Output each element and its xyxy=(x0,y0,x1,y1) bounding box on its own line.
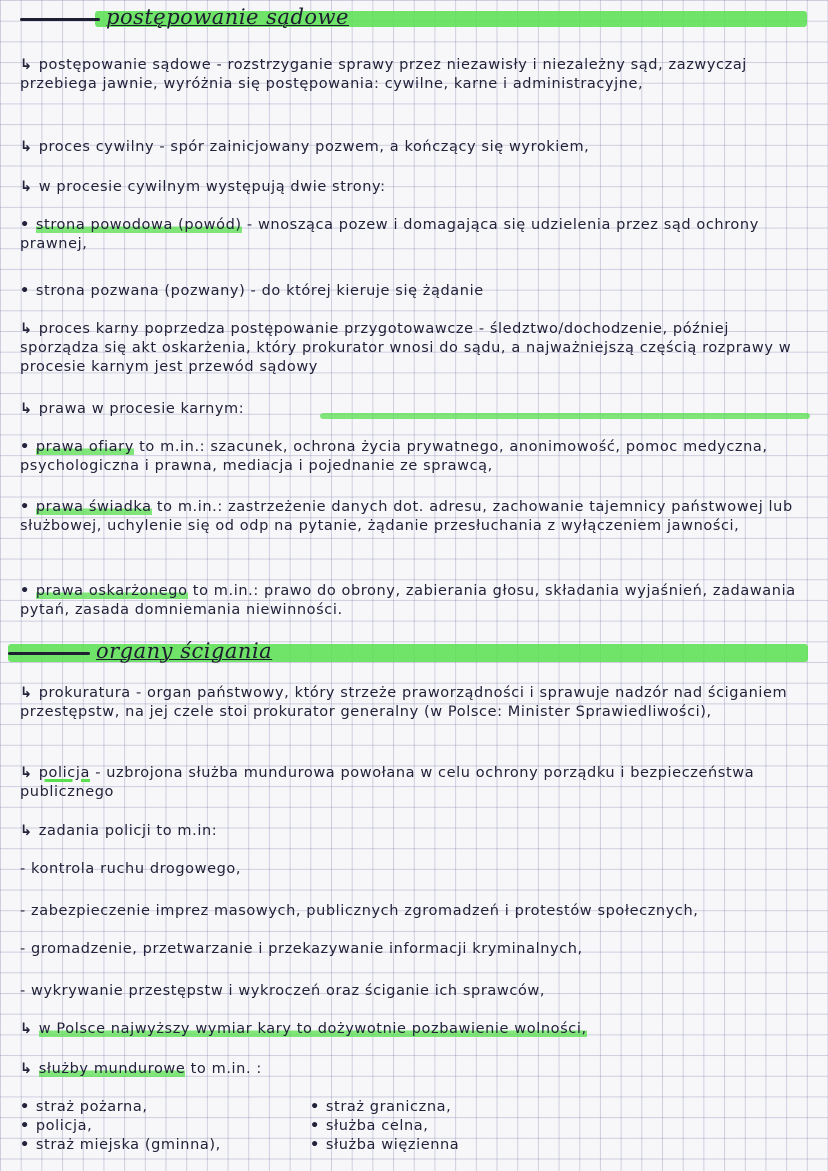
paragraph-police: ↳ policja - uzbrojona służba mundurowa powołana w celu ochrony porządku i bezpieczeństwa publicznego xyxy=(20,765,755,800)
heading-underline xyxy=(20,18,100,21)
list-item: • straż graniczna, xyxy=(310,1099,452,1115)
paragraph-two-parties: ↳ w procesie cywilnym występują dwie strony: xyxy=(20,179,386,195)
services-list-left xyxy=(20,1098,221,1155)
task-item: - wykrywanie przestępstw i wykroczeń oraz ściganie ich sprawców, xyxy=(20,983,546,999)
arrow-icon: ↳ xyxy=(20,179,33,195)
arrow-icon: ↳ xyxy=(20,57,33,73)
arrow-icon: ↳ xyxy=(20,685,33,701)
paragraph-prosecution: ↳ prokuratura - organ państwowy, który strzeże praworządności i sprawuje nadzór nad ściganiem przestępstw, na jej czele stoi prokurator generalny (w Polsce: Minister Sprawiedliwości), xyxy=(20,685,788,720)
list-item: • policja, xyxy=(20,1118,93,1134)
paragraph-definition: ↳ postępowanie sądowe - rozstrzyganie sprawy przez niezawisły i niezależny sąd, zazwyczaj przebiega jawnie, wyróżnia się postępowania: cywilne, karne i administracyjne, xyxy=(20,57,747,92)
list-item-victim-rights: • prawa ofiary to m.in.: szacunek, ochrona życia prywatnego, anonimowość, pomoc medyczna, psychologiczna i prawna, mediacja i pojednanie ze sprawcą, xyxy=(20,439,768,474)
bullet-icon: • xyxy=(310,1118,320,1134)
green-separator xyxy=(320,413,810,419)
bullet-icon: • xyxy=(20,583,30,599)
section-heading-law-enforcement xyxy=(8,636,808,666)
task-item: - gromadzenie, przetwarzanie i przekazywanie informacji kryminalnych, xyxy=(20,941,583,957)
paragraph-highest-penalty: ↳ w Polsce najwyższy wymiar kary to dożywotnie pozbawienie wolności, xyxy=(20,1021,587,1037)
section-heading-court-proceedings xyxy=(20,2,810,32)
bullet-icon: • xyxy=(20,499,30,515)
bullet-icon: • xyxy=(20,1099,30,1115)
paragraph-rights-heading: ↳ prawa w procesie karnym: xyxy=(20,401,245,417)
list-item-witness-rights: • prawa świadka to m.in.: zastrzeżenie danych dot. adresu, zachowanie tajemnicy państwowej lub służbowej, uchylenie się od odp na pytanie, żądanie przesłuchania z wyłączeniem jawności, xyxy=(20,499,793,534)
paragraph-criminal-process: ↳ proces karny poprzedza postępowanie przygotowawcze - śledztwo/dochodzenie, później sporządza się akt oskarżenia, który prokurator wnosi do sądu, a najważniejszą częścią rozprawy w procesie karnym jest przewód sądowy xyxy=(20,321,792,375)
arrow-icon: ↳ xyxy=(20,823,33,839)
arrow-icon: ↳ xyxy=(20,401,33,417)
arrow-icon: ↳ xyxy=(20,139,33,155)
list-item-defendant: • strona pozwana (pozwany) - do której kieruje się żądanie xyxy=(20,283,484,299)
services-list-right xyxy=(310,1098,459,1155)
bullet-icon: • xyxy=(20,439,30,455)
arrow-icon: ↳ xyxy=(20,1061,33,1077)
arrow-icon: ↳ xyxy=(20,1021,33,1037)
section-title: organy ścigania xyxy=(96,639,273,663)
arrow-icon: ↳ xyxy=(20,765,33,781)
paragraph-uniformed-services: ↳ służby mundurowe to m.in. : xyxy=(20,1061,262,1077)
list-item: • straż miejska (gminna), xyxy=(20,1137,221,1153)
bullet-icon: • xyxy=(310,1137,320,1153)
paragraph-civil-process: ↳ proces cywilny - spór zainicjowany pozwem, a kończący się wyrokiem, xyxy=(20,139,590,155)
list-item: • służba celna, xyxy=(310,1118,429,1134)
bullet-icon: • xyxy=(20,1137,30,1153)
task-item: - kontrola ruchu drogowego, xyxy=(20,861,242,877)
section-title: postępowanie sądowe xyxy=(106,5,349,29)
bullet-icon: • xyxy=(310,1099,320,1115)
heading-underline xyxy=(8,652,90,655)
arrow-icon: ↳ xyxy=(20,321,33,337)
bullet-icon: • xyxy=(20,1118,30,1134)
list-item: • służba więzienna xyxy=(310,1137,460,1153)
bullet-icon: • xyxy=(20,217,30,233)
paragraph-police-tasks: ↳ zadania policji to m.in: xyxy=(20,823,218,839)
task-item: - zabezpieczenie imprez masowych, publicznych zgromadzeń i protestów społecznych, xyxy=(20,903,699,919)
list-item-accused-rights: • prawa oskarżonego to m.in.: prawo do obrony, zabierania głosu, składania wyjaśnień, zadawania pytań, zasada domniemania niewinności. xyxy=(20,583,796,618)
list-item-plaintiff: • strona powodowa (powód) - wnosząca pozew i domagająca się udzielenia przez sąd ochrony prawnej, xyxy=(20,217,759,252)
list-item: • straż pożarna, xyxy=(20,1099,148,1115)
bullet-icon: • xyxy=(20,283,30,299)
